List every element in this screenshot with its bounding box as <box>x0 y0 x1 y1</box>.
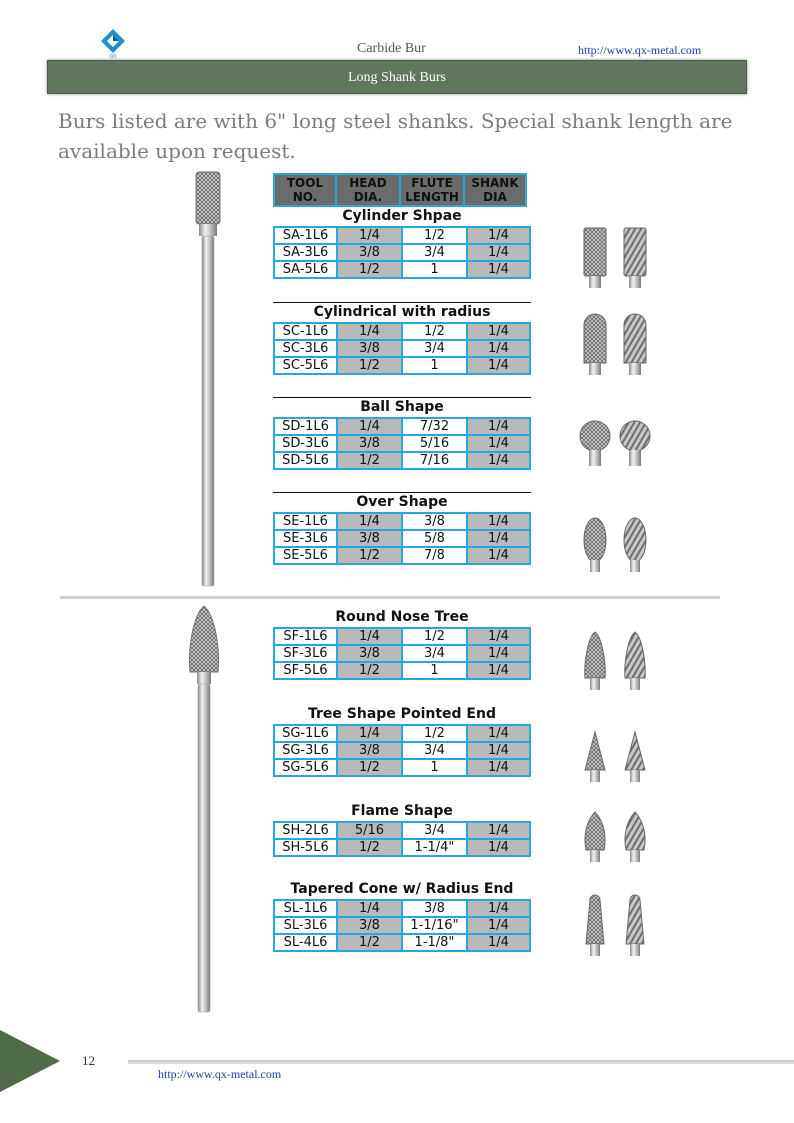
cell-shank-dia: 1/4 <box>467 900 530 917</box>
cell-flute-length: 3/4 <box>402 244 467 261</box>
header-url-link[interactable]: http://www.qx-metal.com <box>578 43 702 57</box>
spec-table <box>273 724 531 777</box>
cell-flute-length: 3/8 <box>402 513 467 530</box>
cylindrical-radius-bur-images <box>578 313 654 379</box>
col-tool-no: TOOL NO. <box>274 174 336 206</box>
cell-flute-length: 3/8 <box>402 900 467 917</box>
column-header-table <box>273 173 527 207</box>
tapered-cone-bur-images <box>578 892 654 960</box>
col-head-dia: HEAD DIA. <box>336 174 400 206</box>
long-shank-cylinder-bur-image <box>188 168 228 590</box>
group-tree-pointed <box>273 705 531 777</box>
cell-flute-length: 1 <box>402 357 467 374</box>
table-row <box>274 934 530 951</box>
cell-shank-dia: 1/4 <box>467 452 530 469</box>
ball-bur-images <box>578 418 654 470</box>
footer-rule <box>128 1060 794 1064</box>
cell-head-dia: 1/2 <box>337 547 402 564</box>
table-row <box>274 839 530 856</box>
cell-tool-no: SG-3L6 <box>274 742 337 759</box>
cell-flute-length: 1 <box>402 261 467 278</box>
cell-tool-no: SF-3L6 <box>274 645 337 662</box>
intro-text: Burs listed are with 6" long steel shanks. Special shank length are available upon request. <box>58 109 733 163</box>
cell-shank-dia: 1/4 <box>467 628 530 645</box>
page-number: 12 <box>82 1053 95 1068</box>
spec-table <box>273 512 531 565</box>
group-flame <box>273 802 531 857</box>
tree-pointed-bur-images <box>578 730 654 786</box>
group-title: Flame Shape <box>351 803 453 819</box>
cell-shank-dia: 1/4 <box>467 244 530 261</box>
round-nose-tree-bur-images <box>578 630 654 694</box>
spec-table <box>273 226 531 279</box>
cell-shank-dia: 1/4 <box>467 725 530 742</box>
table-row <box>274 418 530 435</box>
cell-head-dia: 1/4 <box>337 513 402 530</box>
cell-flute-length: 1-1/4" <box>402 839 467 856</box>
cell-head-dia: 3/8 <box>337 742 402 759</box>
cell-shank-dia: 1/4 <box>467 742 530 759</box>
col-flute-length: FLUTE LENGTH <box>400 174 464 206</box>
cell-head-dia: 1/2 <box>337 261 402 278</box>
group-round-nose-tree <box>273 608 531 680</box>
cell-head-dia: 3/8 <box>337 917 402 934</box>
table-row <box>274 261 530 278</box>
cell-shank-dia: 1/4 <box>467 435 530 452</box>
cell-flute-length: 1-1/16" <box>402 917 467 934</box>
table-row <box>274 547 530 564</box>
cell-shank-dia: 1/4 <box>467 227 530 244</box>
section-banner: Long Shank Burs <box>47 60 747 94</box>
header-title: Carbide Bur <box>357 41 426 56</box>
table-row <box>274 725 530 742</box>
group-ball <box>273 397 531 470</box>
spec-table <box>273 899 531 952</box>
cell-head-dia: 1/4 <box>337 418 402 435</box>
cell-flute-length: 3/4 <box>402 340 467 357</box>
cell-head-dia: 1/2 <box>337 934 402 951</box>
cell-head-dia: 5/16 <box>337 822 402 839</box>
cell-shank-dia: 1/4 <box>467 530 530 547</box>
cell-shank-dia: 1/4 <box>467 513 530 530</box>
table-row <box>274 900 530 917</box>
cell-head-dia: 3/8 <box>337 340 402 357</box>
group-title: Over Shape <box>273 492 531 512</box>
cell-tool-no: SL-3L6 <box>274 917 337 934</box>
cell-tool-no: SA-3L6 <box>274 244 337 261</box>
cell-head-dia: 3/8 <box>337 530 402 547</box>
cell-flute-length: 3/4 <box>402 822 467 839</box>
table-row <box>274 227 530 244</box>
cell-shank-dia: 1/4 <box>467 662 530 679</box>
cell-head-dia: 1/4 <box>337 323 402 340</box>
cell-tool-no: SE-3L6 <box>274 530 337 547</box>
cell-flute-length: 3/4 <box>402 645 467 662</box>
cell-tool-no: SD-3L6 <box>274 435 337 452</box>
cell-head-dia: 1/2 <box>337 759 402 776</box>
cell-head-dia: 1/2 <box>337 839 402 856</box>
group-title: Cylindrical with radius <box>273 302 531 322</box>
cell-head-dia: 1/4 <box>337 227 402 244</box>
table-row <box>274 742 530 759</box>
cell-tool-no: SD-1L6 <box>274 418 337 435</box>
cell-shank-dia: 1/4 <box>467 357 530 374</box>
table-row <box>274 357 530 374</box>
footer-url-link[interactable]: http://www.qx-metal.com <box>158 1067 282 1081</box>
cell-flute-length: 7/16 <box>402 452 467 469</box>
group-title: Tree Shape Pointed End <box>308 706 496 722</box>
spec-table <box>273 821 531 857</box>
cell-head-dia: 3/8 <box>337 645 402 662</box>
table-row <box>274 452 530 469</box>
cell-shank-dia: 1/4 <box>467 822 530 839</box>
cell-flute-length: 1-1/8" <box>402 934 467 951</box>
group-oval <box>273 492 531 565</box>
cell-head-dia: 1/4 <box>337 725 402 742</box>
cell-tool-no: SC-3L6 <box>274 340 337 357</box>
section-divider <box>60 596 720 599</box>
qx-logo-icon <box>97 27 129 59</box>
cell-shank-dia: 1/4 <box>467 645 530 662</box>
cell-shank-dia: 1/4 <box>467 759 530 776</box>
cell-head-dia: 1/4 <box>337 900 402 917</box>
table-row <box>274 645 530 662</box>
cell-tool-no: SG-1L6 <box>274 725 337 742</box>
flame-bur-images <box>578 810 654 866</box>
cell-tool-no: SG-5L6 <box>274 759 337 776</box>
cell-shank-dia: 1/4 <box>467 547 530 564</box>
cell-tool-no: SL-4L6 <box>274 934 337 951</box>
table-row <box>274 435 530 452</box>
cell-flute-length: 1/2 <box>402 323 467 340</box>
cell-tool-no: SH-5L6 <box>274 839 337 856</box>
cell-tool-no: SC-5L6 <box>274 357 337 374</box>
cell-flute-length: 7/32 <box>402 418 467 435</box>
cell-head-dia: 1/4 <box>337 628 402 645</box>
table-row <box>274 628 530 645</box>
table-row <box>274 822 530 839</box>
group-title: Round Nose Tree <box>335 609 469 625</box>
footer-triangle <box>0 1030 60 1092</box>
long-shank-tree-bur-image <box>182 602 226 1016</box>
cell-head-dia: 3/8 <box>337 435 402 452</box>
group-title: Tapered Cone w/ Radius End <box>290 881 514 897</box>
table-row <box>274 244 530 261</box>
cell-head-dia: 3/8 <box>337 244 402 261</box>
cell-tool-no: SD-5L6 <box>274 452 337 469</box>
spec-table <box>273 322 531 375</box>
cell-tool-no: SC-1L6 <box>274 323 337 340</box>
cell-shank-dia: 1/4 <box>467 340 530 357</box>
table-row <box>274 759 530 776</box>
cell-flute-length: 5/16 <box>402 435 467 452</box>
table-row <box>274 340 530 357</box>
cylinder-bur-images <box>578 226 654 292</box>
cell-tool-no: SE-1L6 <box>274 513 337 530</box>
cell-flute-length: 3/4 <box>402 742 467 759</box>
cell-shank-dia: 1/4 <box>467 261 530 278</box>
cell-flute-length: 1/2 <box>402 227 467 244</box>
cell-head-dia: 1/2 <box>337 452 402 469</box>
cell-flute-length: 1/2 <box>402 725 467 742</box>
cell-shank-dia: 1/4 <box>467 934 530 951</box>
oval-bur-images <box>578 516 654 576</box>
group-title: Ball Shape <box>273 397 531 417</box>
spec-table <box>273 627 531 680</box>
cell-tool-no: SE-5L6 <box>274 547 337 564</box>
group-title: Cylinder Shpae <box>342 208 462 224</box>
cell-shank-dia: 1/4 <box>467 839 530 856</box>
cell-tool-no: SH-2L6 <box>274 822 337 839</box>
cell-shank-dia: 1/4 <box>467 917 530 934</box>
cell-shank-dia: 1/4 <box>467 323 530 340</box>
cell-tool-no: SF-1L6 <box>274 628 337 645</box>
group-tapered-cone <box>273 880 531 952</box>
group-cylinder <box>273 207 531 279</box>
cell-flute-length: 1 <box>402 759 467 776</box>
cell-flute-length: 7/8 <box>402 547 467 564</box>
cell-shank-dia: 1/4 <box>467 418 530 435</box>
logo-text: QX <box>109 54 117 59</box>
cell-tool-no: SA-1L6 <box>274 227 337 244</box>
group-cylindrical-radius <box>273 302 531 375</box>
cell-flute-length: 5/8 <box>402 530 467 547</box>
table-row <box>274 917 530 934</box>
cell-head-dia: 1/2 <box>337 662 402 679</box>
table-row <box>274 323 530 340</box>
cell-head-dia: 1/2 <box>337 357 402 374</box>
cell-tool-no: SF-5L6 <box>274 662 337 679</box>
cell-flute-length: 1/2 <box>402 628 467 645</box>
col-shank-dia: SHANK DIA <box>464 174 526 206</box>
cell-tool-no: SA-5L6 <box>274 261 337 278</box>
table-row <box>274 530 530 547</box>
cell-tool-no: SL-1L6 <box>274 900 337 917</box>
table-row <box>274 513 530 530</box>
spec-table <box>273 417 531 470</box>
cell-flute-length: 1 <box>402 662 467 679</box>
table-row <box>274 662 530 679</box>
